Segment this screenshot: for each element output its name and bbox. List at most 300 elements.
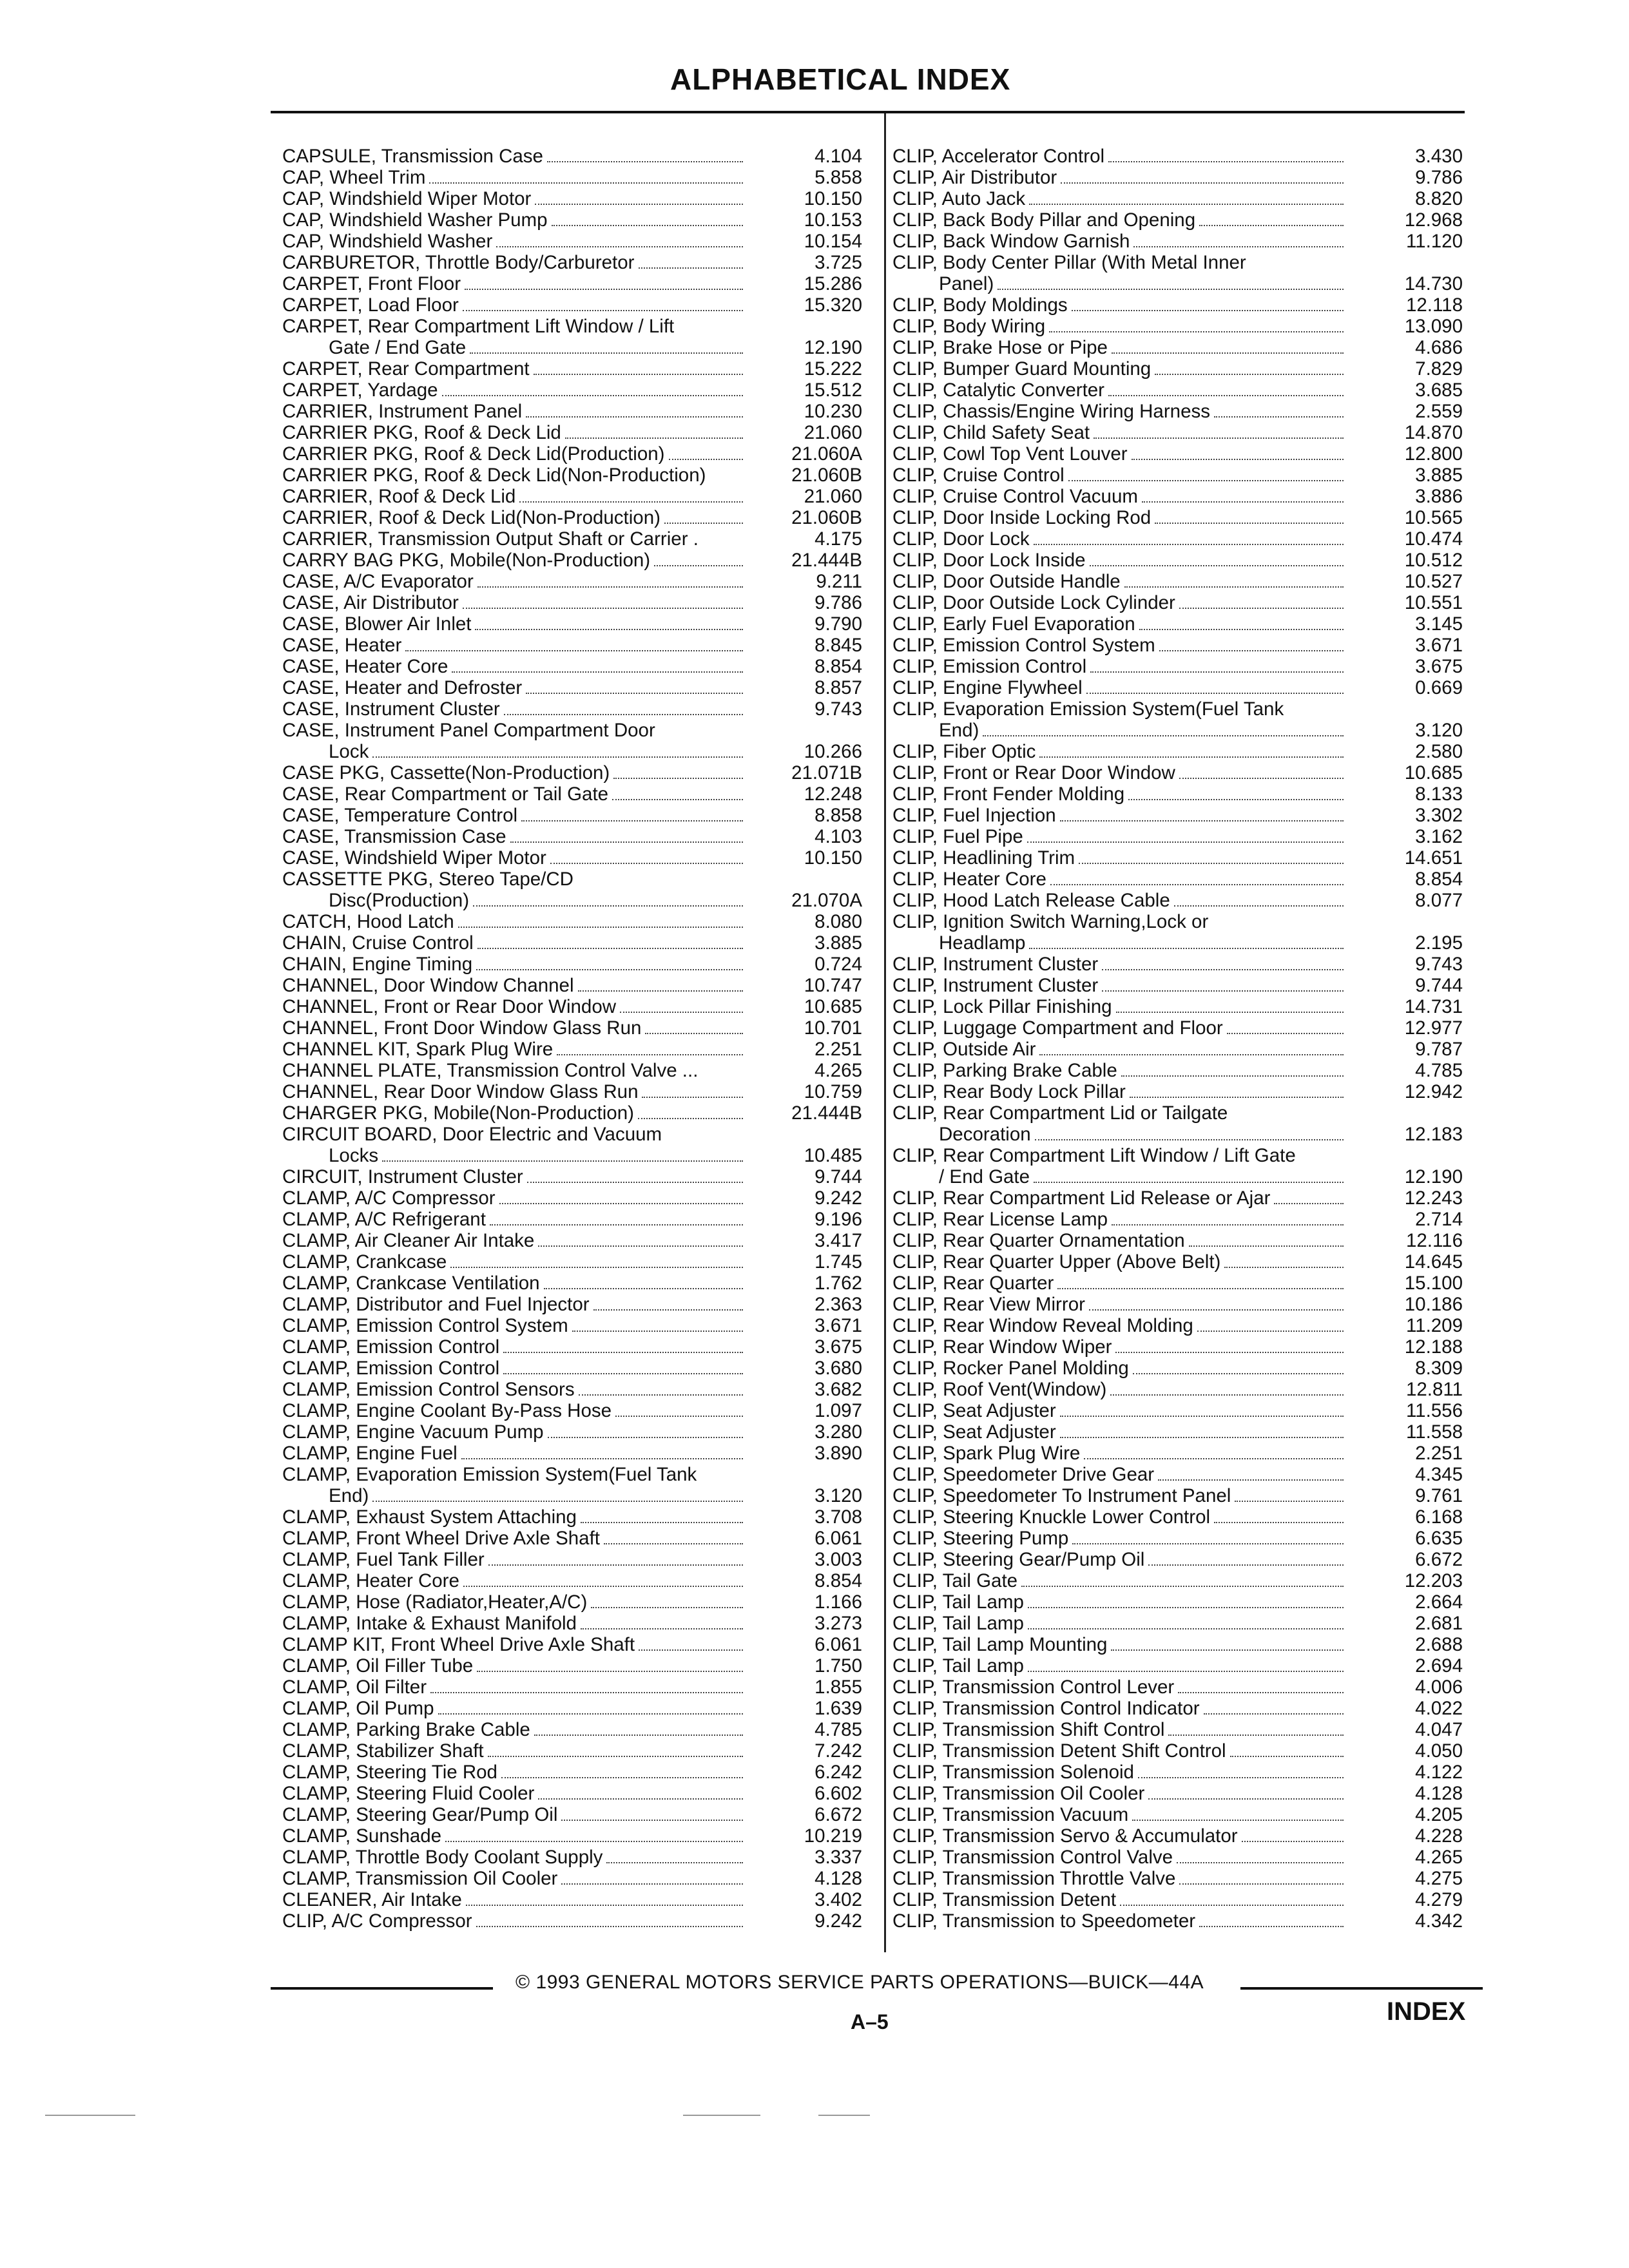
entry-page-ref: 4.047 [1415,1719,1463,1740]
index-entry [282,1485,862,1506]
entry-text: CLAMP, Steering Tie Rod [282,1762,497,1783]
index-entry [892,1804,1463,1825]
dot-leader [1242,1828,1344,1842]
dot-leader [1139,616,1344,630]
index-entry [892,592,1463,613]
dot-leader [1199,1913,1344,1927]
dot-leader [1050,871,1344,885]
dot-leader [1102,977,1344,992]
dot-leader [1035,1126,1344,1140]
entry-page-ref: 2.694 [1415,1655,1463,1677]
dot-leader [1034,1169,1344,1183]
index-entry [892,1145,1463,1166]
dot-leader [1177,1849,1344,1863]
entry-page-ref: 3.162 [1415,826,1463,847]
dot-leader [581,1615,743,1629]
entry-page-ref: 21.060A [791,443,862,465]
index-entry [282,1655,862,1677]
index-entry [282,486,862,507]
entry-text: CLIP, Cruise Control [892,465,1065,486]
index-entry [282,1804,862,1825]
entry-page-ref: 2.251 [815,1039,862,1060]
index-entry [282,1358,862,1379]
entry-page-ref: 6.635 [1415,1528,1463,1549]
entry-page-ref: 21.071B [791,762,862,783]
dot-leader [1028,1594,1344,1608]
entry-page-ref: 3.145 [1415,613,1463,635]
dot-leader [1039,1041,1344,1055]
entry-page-ref: 21.060 [804,486,862,507]
index-entry [892,380,1463,401]
entry-page-ref: 1.855 [815,1677,862,1698]
index-entry [892,507,1463,528]
entry-text: CLIP, Child Safety Seat [892,422,1090,443]
index-entry [282,1634,862,1655]
entry-text: CLAMP, A/C Refrigerant [282,1209,486,1230]
dot-leader [983,722,1344,736]
index-entry [892,1209,1463,1230]
entry-text: CLAMP, Oil Filter [282,1677,427,1698]
index-entry [892,1273,1463,1294]
dot-leader [430,1679,743,1693]
index-entry [892,1889,1463,1910]
entry-page-ref: 11.209 [1405,1315,1463,1336]
entry-text: CLIP, Transmission Control Lever [892,1677,1175,1698]
entry-text: CLIP, Evaporation Emission System(Fuel Tank [892,698,1284,720]
entry-text: CLIP, Door Lock Inside [892,550,1086,571]
dot-leader [669,446,743,460]
entry-page-ref: 8.309 [1415,1358,1463,1379]
entry-page-ref: 10.565 [1404,507,1463,528]
index-entry [892,294,1463,316]
entry-text: CLIP, Transmission Throttle Valve [892,1868,1176,1889]
dot-leader [1130,1084,1344,1098]
index-entry [892,975,1463,996]
index-entry [282,1570,862,1591]
index-entry [892,550,1463,571]
entry-text: CARRIER PKG, Roof & Deck Lid(Production) [282,443,665,465]
entry-text: CLAMP, Crankcase [282,1251,447,1273]
index-entry [282,273,862,294]
entry-text: CLAMP, Transmission Oil Cooler [282,1868,558,1889]
dot-leader [463,297,743,311]
index-entry [282,1145,862,1166]
dot-leader [499,1190,743,1204]
dot-leader [438,1700,743,1715]
entry-page-ref: 10.154 [804,231,862,252]
index-entry [892,209,1463,231]
index-entry [282,1421,862,1443]
dot-leader [1089,1296,1344,1311]
entry-page-ref: 7.829 [1415,358,1463,380]
dot-leader [504,701,743,715]
entry-page-ref: 2.559 [1415,401,1463,422]
entry-text: Lock [329,741,369,762]
entry-text: CLIP, Catalytic Converter [892,380,1105,401]
entry-text: CLIP, Rear Quarter Upper (Above Belt) [892,1251,1221,1273]
entry-text: CLIP, Transmission Solenoid [892,1762,1134,1783]
index-entry [282,975,862,996]
entry-page-ref: 2.251 [1415,1443,1463,1464]
entry-text: CLIP, Body Moldings [892,294,1068,316]
entry-text: CARRIER PKG, Roof & Deck Lid(Non-Production) [282,465,706,486]
entry-page-ref: 4.342 [1415,1910,1463,1932]
index-entry [282,507,862,528]
dot-leader [538,1233,743,1247]
entry-page-ref: 3.337 [815,1847,862,1868]
index-entry [282,465,862,486]
index-entry [282,337,862,358]
entry-text: CHARGER PKG, Mobile(Non-Production) [282,1102,634,1124]
entry-page-ref: 10.759 [804,1081,862,1102]
entry-text: Panel) [939,273,994,294]
dot-leader [1061,169,1344,184]
entry-page-ref: 14.870 [1404,422,1463,443]
entry-page-ref: 15.320 [804,294,862,316]
dot-leader [1158,1466,1344,1481]
entry-text: CLIP, Rear Window Reveal Molding [892,1315,1193,1336]
index-entry [892,677,1463,698]
index-entry [282,1698,862,1719]
entry-page-ref: 2.681 [1415,1613,1463,1634]
dot-leader [615,1403,743,1417]
dot-leader [1120,1892,1344,1906]
entry-text: CLIP, Rear Compartment Lid or Tailgate [892,1102,1228,1124]
entry-text: CARRIER PKG, Roof & Deck Lid [282,422,561,443]
dot-leader [1115,1339,1344,1353]
entry-text: CASE, Instrument Panel Compartment Door [282,720,655,741]
dot-leader [1060,807,1344,822]
entry-text: CLIP, Auto Jack [892,188,1026,209]
entry-text: CLIP, Door Outside Handle [892,571,1121,592]
dot-leader [405,637,743,651]
dot-leader [477,573,743,588]
entry-text: CLIP, Emission Control System [892,635,1155,656]
entry-page-ref: 9.242 [815,1187,862,1209]
entry-page-ref: 11.556 [1405,1400,1463,1421]
dot-leader [466,1892,743,1906]
index-entry [282,1294,862,1315]
dot-leader [1108,148,1344,162]
index-entry [282,1613,862,1634]
index-entry [892,1655,1463,1677]
index-entry [892,1230,1463,1251]
entry-page-ref: 3.430 [1415,146,1463,167]
dot-leader [561,1870,743,1885]
index-entry [892,1124,1463,1145]
dot-leader [1021,1573,1344,1587]
entry-text: CLAMP, Throttle Body Coolant Supply [282,1847,603,1868]
entry-page-ref: 3.273 [815,1613,862,1634]
entry-text: CIRCUIT BOARD, Door Electric and Vacuum [282,1124,662,1145]
dot-leader [1148,1785,1344,1800]
entry-page-ref: 3.885 [1415,465,1463,486]
index-entry [892,252,1463,273]
entry-page-ref: 3.885 [815,932,862,954]
index-entry [892,1677,1463,1698]
index-entry [282,1889,862,1910]
entry-text: CLIP, Rear Compartment Lift Window / Lift Gate [892,1145,1296,1166]
entry-page-ref: 4.785 [1415,1060,1463,1081]
entry-page-ref: 4.175 [815,528,862,550]
dot-leader [548,1424,743,1438]
entry-page-ref: 6.242 [815,1762,862,1783]
index-entry [282,805,862,826]
entry-text: CLIP, Back Window Garnish [892,231,1130,252]
entry-page-ref: 14.651 [1404,847,1463,869]
entry-text: CLAMP, Steering Gear/Pump Oil [282,1804,558,1825]
index-entry [892,1251,1463,1273]
index-entry [282,1102,862,1124]
entry-page-ref: 11.558 [1405,1421,1463,1443]
index-entry [892,1698,1463,1719]
index-entry [892,1634,1463,1655]
entry-text: CLAMP, Oil Filler Tube [282,1655,474,1677]
index-entry [892,847,1463,869]
dot-leader [561,1807,743,1821]
entry-page-ref: 4.279 [1415,1889,1463,1910]
entry-page-ref: 9.211 [816,571,862,592]
dot-leader [445,1828,743,1842]
entry-page-ref: 6.602 [815,1783,862,1804]
entry-text: CHANNEL KIT, Spark Plug Wire [282,1039,554,1060]
dot-leader [1112,340,1344,354]
index-entry [282,741,862,762]
entry-text: CLAMP, Intake & Exhaust Manifold [282,1613,577,1634]
entry-page-ref: 3.886 [1415,486,1463,507]
index-entry [892,1187,1463,1209]
entry-text: Gate / End Gate [329,337,467,358]
entry-text: CLAMP, Engine Fuel [282,1443,458,1464]
entry-page-ref: 6.061 [815,1528,862,1549]
entry-page-ref: 21.060 [804,422,862,443]
entry-text: CLIP, Tail Lamp [892,1655,1024,1677]
index-entry [892,1825,1463,1847]
entry-page-ref: 4.103 [815,826,862,847]
entry-page-ref: 11.120 [1405,231,1463,252]
index-entry [282,1060,862,1081]
entry-page-ref: 2.195 [1415,932,1463,954]
entry-text: CLAMP, Sunshade [282,1825,442,1847]
entry-page-ref: 9.786 [815,592,862,613]
entry-text: CLAMP KIT, Front Wheel Drive Axle Shaft [282,1634,635,1655]
index-entry [282,1187,862,1209]
dot-leader [591,1594,743,1608]
entry-page-ref: 12.942 [1404,1081,1463,1102]
dot-leader [527,1169,743,1183]
entry-page-ref: 12.243 [1404,1187,1463,1209]
entry-page-ref: 10.150 [804,847,862,869]
index-entry [282,677,862,698]
dot-leader [550,850,743,864]
entry-text: CLIP, Steering Gear/Pump Oil [892,1549,1145,1570]
entry-page-ref: 14.731 [1404,996,1463,1017]
footer-rule-right [1240,1987,1483,1990]
entry-text: CASE, Windshield Wiper Motor [282,847,546,869]
entry-text: CLIP, Door Inside Locking Rod [892,507,1152,528]
dot-leader [521,807,743,822]
entry-text: CASE, A/C Evaporator [282,571,474,592]
index-entry [282,550,862,571]
entry-page-ref: 9.744 [1415,975,1463,996]
entry-page-ref: 6.061 [815,1634,862,1655]
entry-text: CLAMP, Engine Coolant By-Pass Hose [282,1400,612,1421]
entry-text: CLAMP, Oil Pump [282,1698,434,1719]
entry-page-ref: 12.188 [1404,1336,1463,1358]
index-entry [282,443,862,465]
index-entry [892,188,1463,209]
dot-leader [1086,680,1344,694]
dot-leader [1108,382,1344,396]
entry-text: CARPET, Front Floor [282,273,461,294]
entry-page-ref: 7.242 [815,1740,862,1762]
entry-text: End) [329,1485,369,1506]
index-entry [892,1400,1463,1421]
index-entry [282,358,862,380]
entry-text: CLAMP, Emission Control System [282,1315,568,1336]
entry-text: CLAMP, Emission Control [282,1336,500,1358]
entry-text: CHANNEL, Rear Door Window Glass Run [282,1081,639,1102]
entry-text: CARRIER, Roof & Deck Lid(Non-Production) [282,507,660,528]
entry-text: CAP, Wheel Trim [282,167,426,188]
index-entry [892,720,1463,741]
dot-leader [1090,658,1344,673]
entry-page-ref: 4.228 [1415,1825,1463,1847]
index-entry [892,571,1463,592]
entry-page-ref: 8.858 [815,805,862,826]
entry-page-ref: 3.402 [815,1889,862,1910]
entry-page-ref: 4.022 [1415,1698,1463,1719]
entry-page-ref: 3.685 [1415,380,1463,401]
entry-page-ref: 3.890 [815,1443,862,1464]
index-entry [892,1379,1463,1400]
index-entry [892,443,1463,465]
entry-text: CLIP, Outside Air [892,1039,1036,1060]
index-entry [892,783,1463,805]
entry-page-ref: 4.345 [1415,1464,1463,1485]
index-entry [282,401,862,422]
index-entry [892,358,1463,380]
dot-leader [496,233,743,247]
dot-leader [1072,1530,1344,1544]
entry-text: CASE, Heater [282,635,402,656]
entry-text: CLIP, Bumper Guard Mounting [892,358,1152,380]
index-entry [282,571,862,592]
index-entry [892,1549,1463,1570]
index-entry [282,911,862,932]
dot-leader [1133,233,1344,247]
dot-leader [1148,1552,1344,1566]
dot-leader [1199,212,1344,226]
entry-text: CLIP, Transmission Detent [892,1889,1117,1910]
entry-text: CLIP, Speedometer To Instrument Panel [892,1485,1231,1506]
entry-page-ref: 2.688 [1415,1634,1463,1655]
dot-leader [1060,1403,1344,1417]
entry-text: CLIP, A/C Compressor [282,1910,472,1932]
entry-page-ref: 6.672 [815,1804,862,1825]
entry-page-ref: 15.222 [804,358,862,380]
dot-leader [1214,403,1344,418]
index-column-left [282,146,862,1932]
entry-text: CLIP, Rear Quarter Ornamentation [892,1230,1185,1251]
dot-leader [639,255,743,269]
entry-text: CLAMP, Stabilizer Shaft [282,1740,484,1762]
dot-leader [1068,467,1344,481]
page-title: ALPHABETICAL INDEX [670,62,1011,96]
entry-text: CLAMP, Hose (Radiator,Heater,A/C) [282,1591,588,1613]
index-entry [282,1124,862,1145]
entry-page-ref: 10.551 [1404,592,1463,613]
entry-page-ref: 8.845 [815,635,862,656]
dot-leader [1128,786,1344,800]
entry-page-ref: 9.786 [1415,167,1463,188]
section-label: INDEX [1387,1997,1466,2026]
dot-leader [463,595,743,609]
index-entry [892,932,1463,954]
dot-leader [1028,1658,1344,1672]
index-entry [892,1591,1463,1613]
dot-leader [1214,1509,1344,1523]
entry-text: CIRCUIT, Instrument Cluster [282,1166,523,1187]
dot-leader [465,276,743,290]
entry-text: CLIP, Tail Lamp [892,1613,1024,1634]
index-entry [892,1017,1463,1039]
dot-leader [1189,1233,1344,1247]
entry-page-ref: 12.203 [1404,1570,1463,1591]
entry-text: CASE, Temperature Control [282,805,518,826]
index-entry [892,1039,1463,1060]
entry-text: CLIP, Transmission Vacuum [892,1804,1129,1825]
entry-text: CLIP, Headlining Trim [892,847,1075,869]
entry-page-ref: 3.675 [1415,656,1463,677]
dot-leader [613,765,743,779]
entry-page-ref: 4.785 [815,1719,862,1740]
index-entry [282,1251,862,1273]
entry-text: CLAMP, Emission Control [282,1358,500,1379]
entry-text: CLIP, Transmission Shift Control [892,1719,1165,1740]
index-entry [282,1209,862,1230]
entry-text: CLAMP, Front Wheel Drive Axle Shaft [282,1528,600,1549]
entry-text: CARPET, Rear Compartment Lift Window / Lift [282,316,675,337]
entry-page-ref: 9.744 [815,1166,862,1187]
index-entry [892,1102,1463,1124]
entry-text: CLIP, Seat Adjuster [892,1421,1056,1443]
index-entry [892,1506,1463,1528]
dot-leader [544,1275,743,1289]
index-entry [282,890,862,911]
entry-text: CLIP, Roof Vent(Window) [892,1379,1107,1400]
dot-leader [1159,637,1344,651]
entry-text: CLAMP, Fuel Tank Filler [282,1549,485,1570]
dot-leader [1124,573,1344,588]
index-entry [892,613,1463,635]
dot-leader [664,510,743,524]
entry-text: CLIP, Speedometer Drive Gear [892,1464,1155,1485]
entry-page-ref: 10.485 [804,1145,862,1166]
index-entry [282,783,862,805]
dot-leader [1029,191,1344,205]
entry-text: CLIP, Early Fuel Evaporation [892,613,1135,635]
dot-leader [461,1445,743,1459]
index-entry [892,401,1463,422]
dot-leader [450,1254,743,1268]
index-entry [282,1464,862,1485]
dot-leader [488,1743,743,1757]
dot-leader [1049,318,1344,332]
entry-text: CLIP, Body Center Pillar (With Metal Inner [892,252,1246,273]
entry-page-ref: 9.790 [815,613,862,635]
entry-text: CASE, Heater Core [282,656,448,677]
